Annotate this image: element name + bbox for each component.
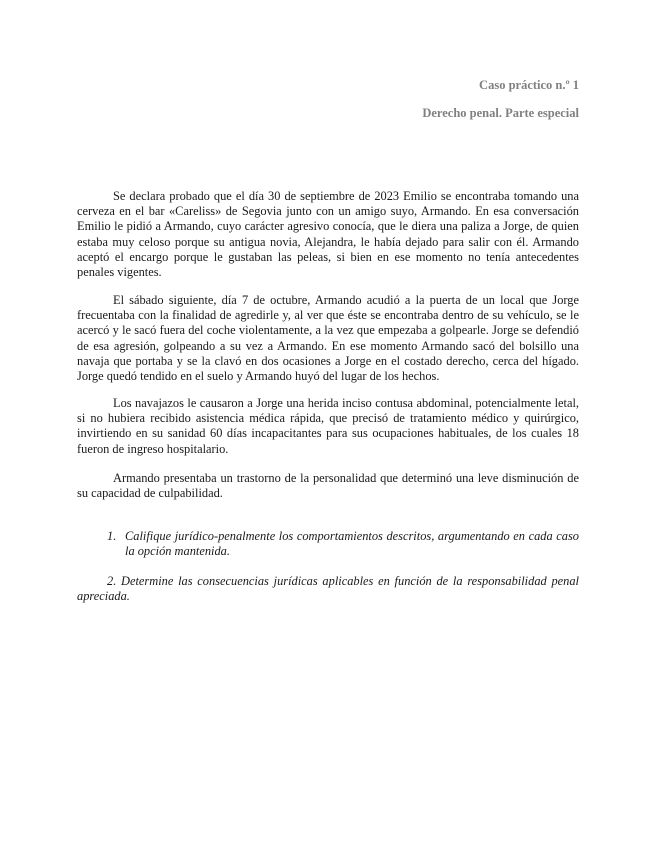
- case-label: Caso práctico n.º 1: [479, 78, 579, 92]
- question-2: 2. Determine las consecuencias jurídicas aplicables en función de la responsabilidad penal apreciada.: [77, 574, 579, 604]
- question-1: [107, 529, 579, 559]
- facts-paragraph-3: Los navajazos le causaron a Jorge una herida inciso contusa abdominal, potencialmente letal, si no hubiera recibido asistencia médica rápida, que precisó de tratamiento médico y quirúrgico, invirtiendo en su sanidad 60 días incapacitantes para sus ocupaciones habituales, de los cuales 18 fueron de ingreso hospitalario.: [77, 396, 579, 456]
- subject-title: Derecho penal. Parte especial: [422, 106, 579, 120]
- facts-paragraph-2: El sábado siguiente, día 7 de octubre, Armando acudió a la puerta de un local que Jorge frecuentaba con la finalidad de agredirle y, al ver que éste se encontraba dentro de su vehículo, se le acercó y le sacó fuera del coche violentamente, a la vez que empezaba a golpearle. Jorge se defendió de esa agresión, golpeando a su vez a Armando. En ese momento Armando sacó del bolsillo una navaja que portaba y se la clavó en dos ocasiones a Jorge en el costado derecho, cerca del hígado. Jorge quedó tendido en el suelo y Armando huyó del lugar de los hechos.: [77, 293, 579, 384]
- facts-paragraph-4: Armando presentaba un trastorno de la personalidad que determinó una leve disminución de su capacidad de culpabilidad.: [77, 471, 579, 501]
- question-1-text: Califique jurídico-penalmente los comportamientos descritos, argumentando en cada caso la opción mantenida.: [125, 529, 579, 559]
- question-1-number: 1.: [107, 529, 117, 543]
- facts-paragraph-1: Se declara probado que el día 30 de septiembre de 2023 Emilio se encontraba tomando una cerveza en el bar «Careliss» de Segovia junto con un amigo suyo, Armando. En esa conversación Emilio le pidió a Armando, cuyo carácter agresivo conocía, que le diera una paliza a Jorge, de quien estaba muy celoso porque su antigua novia, Alejandra, le había dejado para salir con él. Armando aceptó el encargo porque le gustaban las peleas, si bien en ese momento no tenía antecedentes penales vigentes.: [77, 189, 579, 280]
